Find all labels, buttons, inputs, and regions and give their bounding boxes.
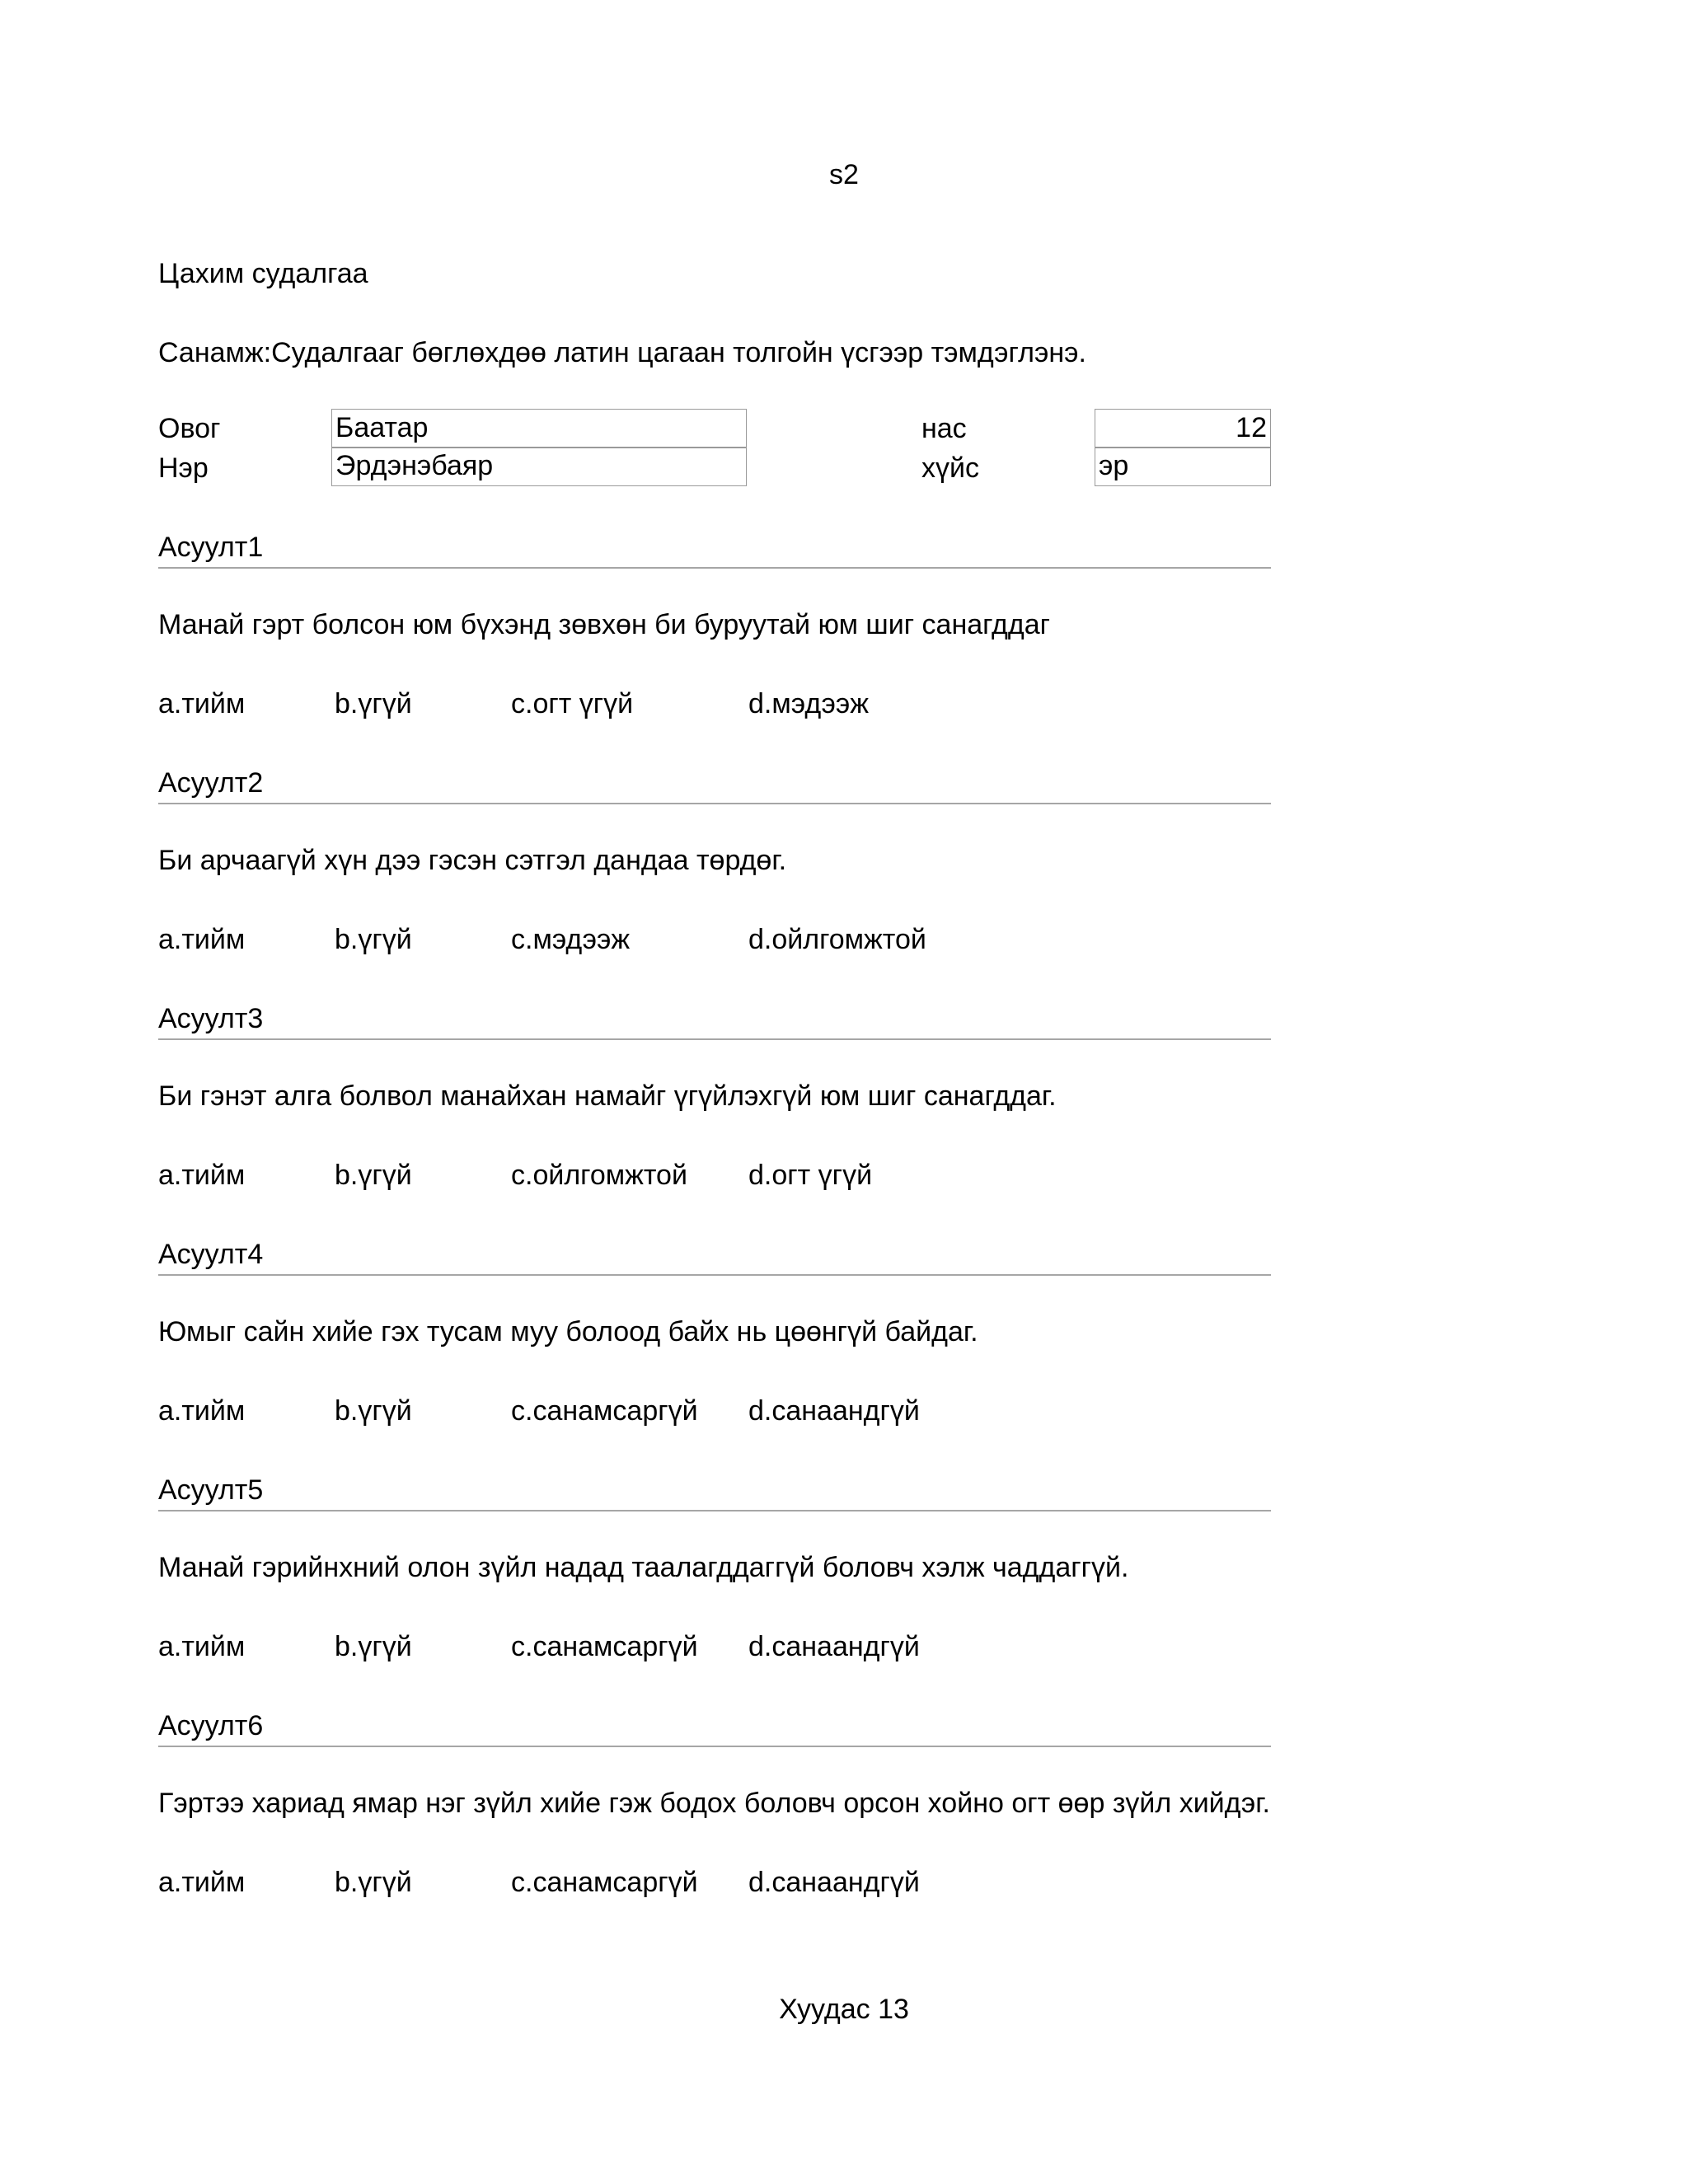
sheet-name: s2 [829,159,859,190]
question-1-option-b[interactable]: b.үгүй [335,688,412,719]
question-2-title: Асуулт2 [158,765,1271,804]
question-3-option-d[interactable]: d.огт үгүй [748,1160,873,1191]
question-6-text: Гэртээ хариад ямар нэг зүйл хийе гэж бодох боловч орсон хойно огт өөр зүйл хийдэг. [158,1788,1270,1819]
question-4-text: Юмыг сайн хийе гэх тусам муу болоод байх нь цөөнгүй байдаг. [158,1316,978,1347]
question-3-option-c[interactable]: c.ойлгомжтой [511,1160,687,1191]
question-5-option-a[interactable]: a.тийм [158,1631,246,1662]
question-2-text: Би арчаагүй хүн дээ гэсэн сэтгэл дандаа төрдөг. [158,845,787,876]
question-6-option-b[interactable]: b.үгүй [335,1867,412,1898]
question-3-title: Асуулт3 [158,1001,1271,1040]
surname-label: Овог [158,413,221,444]
question-3-text: Би гэнэт алга болвол манайхан намайг үгүйлэхгүй юм шиг санагддаг. [158,1080,1057,1112]
question-1-option-c[interactable]: c.огт үгүй [511,688,634,719]
page-number: Хуудас 13 [779,1994,909,2025]
question-6-option-c[interactable]: c.санамсаргүй [511,1867,698,1898]
gender-field[interactable]: эр [1095,447,1271,486]
personal-info-form [158,409,1279,488]
age-field[interactable]: 12 [1095,409,1271,448]
question-5-option-c[interactable]: c.санамсаргүй [511,1631,698,1662]
question-1-title: Асуулт1 [158,529,1271,569]
question-4-option-c[interactable]: c.санамсаргүй [511,1395,698,1427]
question-4-title: Асуулт4 [158,1236,1271,1276]
age-label: нас [921,413,967,444]
question-3-option-b[interactable]: b.үгүй [335,1160,412,1191]
surname-field[interactable]: Баатар [331,409,747,448]
question-5-option-b[interactable]: b.үгүй [335,1631,412,1662]
question-4-option-a[interactable]: a.тийм [158,1395,246,1427]
question-6-option-d[interactable]: d.санаандгүй [748,1867,920,1898]
gender-label: хүйс [921,452,979,484]
question-1-option-a[interactable]: a.тийм [158,688,246,719]
question-2-option-d[interactable]: d.ойлгомжтой [748,924,926,955]
name-label: Нэр [158,452,209,484]
question-1-option-d[interactable]: d.мэдээж [748,688,869,719]
question-2-option-a[interactable]: a.тийм [158,924,246,955]
question-2-option-c[interactable]: c.мэдээж [511,924,631,955]
name-field[interactable]: Эрдэнэбаяр [331,447,747,486]
question-4-option-b[interactable]: b.үгүй [335,1395,412,1427]
question-2-option-b[interactable]: b.үгүй [335,924,412,955]
survey-title: Цахим судалгаа [158,258,368,289]
question-5-title: Асуулт5 [158,1472,1271,1511]
question-3-option-a[interactable]: a.тийм [158,1160,246,1191]
question-6-title: Асуулт6 [158,1708,1271,1747]
question-5-text: Манай гэрийнхний олон зүйл надад таалагддаггүй боловч хэлж чаддаггүй. [158,1552,1129,1583]
question-5-option-d[interactable]: d.санаандгүй [748,1631,920,1662]
question-1-text: Манай гэрт болсон юм бүхэнд зөвхөн би буруутай юм шиг санагддаг [158,609,1051,640]
question-6-option-a[interactable]: a.тийм [158,1867,246,1898]
question-4-option-d[interactable]: d.санаандгүй [748,1395,920,1427]
survey-note: Санамж:Судалгааг бөглөхдөө латин цагаан толгойн үсгээр тэмдэглэнэ. [158,337,1086,368]
